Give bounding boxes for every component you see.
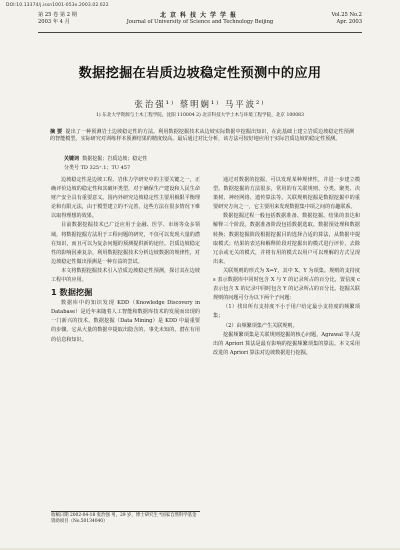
abstract-text: 提出了一种预测岩土边坡稳定性的方法。利用数据挖掘技术从边坡实际数据中挖掘出知识，在此基础上建立岩质边坡稳定性预测的智能模型。实际研究对训练样本预测结果的精度较高。最后通过对比分析，该方法可较好地应用于实际岩质边坡的稳定性预测。 [50,129,354,143]
paragraph: （2）由频繁项集产生关联规则。 [223,322,298,329]
paper-title: 数据挖掘在岩质边坡稳定性预测中的应用 [78,66,322,81]
keywords [64,156,147,163]
header-center [38,12,362,26]
classification-number: 分类号 TD 325⁺.1；TU 457 [64,165,131,171]
date-en: Apr. 2003 [336,19,362,25]
footnote: 收稿日期 2002-04-18 张治强 男，29 岁，博士研究生 *国家自然科学基金资助项目（No.50134040） [51,511,200,525]
paragraph: 挖掘频繁项集是关联规则挖掘的核心问题，Agrawal 等人提出的 Apriori 算法是最有影响的挖掘频繁项集的算法。本文采用改进的 Apriori 算法对边坡数据进行挖掘。 [213,331,360,356]
paragraph: 通过对数据的挖掘，可以发现某种规律性，并进一步建立模型。数据挖掘的方法很多，常用的有关联规则、分类、聚类、决策树、神经网络、遗传算法等。关联规则挖掘是数据挖掘中的重要研究方向之一，它主要用来发现数据集中项之间的有趣联系。 [213,177,360,211]
left-column [51,176,200,345]
keywords-text: 数据挖掘；岩质边坡；稳定性 [82,156,148,162]
header-right [332,12,362,26]
affiliation: 1) 东北大学资源与土木工程学院，沈阳 110004 2) 北京科技大学土木与环境工程学院，北京 100083 [96,113,304,118]
section-heading: 1 数据挖掘 [51,287,93,298]
doi-line: DOI:10.13374/j.issn1001-053x.2003.02.022 [6,3,109,8]
journal-name-en: Journal of University of Science and Technology Beijing [126,19,274,25]
paragraph: 关联规则的形式为 X⇒Y，其中 X、Y 为项集。规则的支持度 s 表示数据库中同时包含 X 与 Y 的记录所占的百分比，置信度 c 表示包含 X 的记录中同时包含 Y 的记录所占的百分比。挖掘关联规则的问题可分为以下两个子问题： [213,267,360,302]
journal-name-cn: 北京科技大学学报 [159,12,240,19]
journal-header [38,12,362,33]
paragraph: 数据库中的知识发现 KDD（Knowledge Discovery in Database）是近年来随着人工智能和数据库技术的发展而出现的一门新兴的技术。数据挖掘（Data Mining）是 KDD 中最重要的步骤，它从大量的数据中提取出隐含的、事先未知的、潜在有用的信息和知识。 [51,300,200,343]
keywords-label: 关键词 [64,156,80,162]
paragraph: （1）找出所有支持度不小于用户给定最小支持度的频繁项集； [213,304,360,320]
paragraph: 本文将数据挖掘技术引入岩质边坡稳定性预测，探讨其在边坡工程中的应用。 [51,267,200,284]
authors: 张治强¹⁾ 蔡明娴¹⁾ 马平波²⁾ [134,99,266,109]
volume-en: Vol.25 No.2 [331,12,362,18]
abstract-label: 摘 要 [50,129,63,135]
abstract [50,129,354,144]
volume-cn: 第 25 卷 第 2 期 [38,12,77,18]
paragraph: 边坡稳定性是边坡工程、岩体力学研究中的主要关键之一，正确评价边坡的稳定性和其破坏类型，对于确保生产建设和人民生命财产安全具有重要意义。国内外研究边坡稳定性主要用极限平衡理论和有限元法，由于模型建立的不完善，这些方法在很多情况下难以取得理想的效果。 [51,177,200,220]
right-column [213,176,360,358]
paragraph: 目前数据挖掘技术已广泛应用于金融、医学、市场等众多领域，将数据挖掘方法用于工程问题的研究，不仅可以发现大量的潜在知识，而且可以为复杂问题的预测提供新的途径。岩质边坡稳定性的影响因素复杂，利用数据挖掘技术分析边坡数据的规律性，对边坡稳定性做出预测是一种有益的尝试。 [51,222,200,265]
date-cn: 2003 年 4 月 [38,19,70,25]
paragraph: 数据挖掘过程一般包括数据准备、数据挖掘、结果的表达和解释三个阶段。数据准备阶段包括数据选取、数据预处理和数据转换；数据挖掘阶段根据挖掘目的选择合适的算法，从数据中提取模式；结果的表达和解释阶段对挖掘出的模式进行评价，去除冗余或无关的模式，并将有用的模式以用户可以理解的方式呈现出来。 [213,213,360,265]
